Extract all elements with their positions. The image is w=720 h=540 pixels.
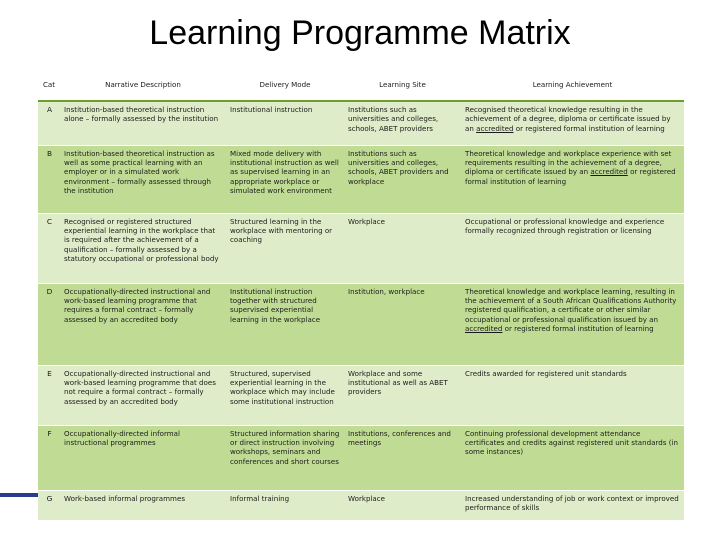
delivery-cell: Institutional instruction bbox=[226, 101, 344, 145]
header-row bbox=[38, 70, 684, 101]
site-cell: Institutions such as universities and colleges, schools, ABET providers and workplace bbox=[344, 145, 461, 213]
accredited-link: accredited bbox=[465, 323, 503, 333]
site-cell: Workplace and some institutional as well as ABET providers bbox=[344, 365, 461, 425]
learning-matrix-table bbox=[38, 70, 684, 521]
cat-cell: G bbox=[38, 490, 60, 520]
narrative-cell: Recognised or registered structured experiential learning in the workplace that is required after the achievement of a qualification – formally assessed by a statutory occupational or professional body bbox=[60, 213, 226, 283]
cat-cell: B bbox=[38, 145, 60, 213]
cat-cell: D bbox=[38, 283, 60, 365]
site-cell: Institutions such as universities and colleges, schools, ABET providers bbox=[344, 101, 461, 145]
accredited-link: accredited bbox=[590, 167, 628, 177]
achievement-cell: Recognised theoretical knowledge resulting in the achievement of a degree, diploma or certificate issued by an accredited or registered formal institution of learning bbox=[461, 101, 684, 145]
achievement-cell: Increased understanding of job or work context or improved performance of skills bbox=[461, 490, 684, 520]
narrative-cell: Occupationally-directed informal instructional programmes bbox=[60, 425, 226, 490]
header-achievement: Learning Achievement bbox=[461, 70, 684, 101]
table-row bbox=[38, 490, 684, 520]
side-accent-bar bbox=[0, 493, 38, 497]
narrative-cell: Institution-based theoretical instruction as well as some practical learning with an employer or in a simulated work environment – formally assessed through the institution bbox=[60, 145, 226, 213]
page-title: Learning Programme Matrix bbox=[149, 14, 571, 52]
header-cat: Cat bbox=[38, 70, 60, 101]
cat-cell: E bbox=[38, 365, 60, 425]
delivery-cell: Mixed mode delivery with institutional instruction as well as supervised learning in an appropriate workplace or simulated work environment bbox=[226, 145, 344, 213]
delivery-cell: Structured, supervised experiential learning in the workplace which may include some institutional instruction bbox=[226, 365, 344, 425]
delivery-cell: Structured information sharing or direct instruction involving workshops, seminars and conferences and short courses bbox=[226, 425, 344, 490]
narrative-cell: Occupationally-directed instructional and work-based learning programme that requires a formal contract – formally assessed by an accredited body bbox=[60, 283, 226, 365]
table-row bbox=[38, 213, 684, 283]
accredited-link: accredited bbox=[476, 123, 514, 133]
site-cell: Institution, workplace bbox=[344, 283, 461, 365]
header-narrative: Narrative Description bbox=[60, 70, 226, 101]
achievement-cell: Credits awarded for registered unit standards bbox=[461, 365, 684, 425]
cat-cell: A bbox=[38, 101, 60, 145]
narrative-cell: Work-based informal programmes bbox=[60, 490, 226, 520]
achievement-cell: Occupational or professional knowledge and experience formally recognized through registration or licensing bbox=[461, 213, 684, 283]
narrative-cell: Occupationally-directed instructional and work-based learning programme that does not require a formal contract – formally assessed by an accredited body bbox=[60, 365, 226, 425]
table-row bbox=[38, 365, 684, 425]
delivery-cell: Structured learning in the workplace with mentoring or coaching bbox=[226, 213, 344, 283]
header-delivery: Delivery Mode bbox=[226, 70, 344, 101]
table-row bbox=[38, 425, 684, 490]
table-row bbox=[38, 101, 684, 145]
delivery-cell: Informal training bbox=[226, 490, 344, 520]
achievement-cell: Theoretical knowledge and workplace learning, resulting in the achievement of a South African Qualifications Authority registered qualification, a certificate or other similar occupational or professional qualification issued by an accredited or registered formal institution of learning bbox=[461, 283, 684, 365]
cat-cell: F bbox=[38, 425, 60, 490]
achievement-cell: Continuing professional development attendance certificates and credits against registered unit standards (in some instances) bbox=[461, 425, 684, 490]
cat-cell: C bbox=[38, 213, 60, 283]
table-row bbox=[38, 283, 684, 365]
delivery-cell: Institutional instruction together with structured supervised experiential learning in the workplace bbox=[226, 283, 344, 365]
site-cell: Workplace bbox=[344, 213, 461, 283]
header-site: Learning Site bbox=[344, 70, 461, 101]
site-cell: Institutions, conferences and meetings bbox=[344, 425, 461, 490]
achievement-cell: Theoretical knowledge and workplace experience with set requirements resulting in the achievement of a degree, diploma or certificate issued by an accredited or registered formal institution of learning bbox=[461, 145, 684, 213]
narrative-cell: Institution-based theoretical instruction alone – formally assessed by the institution bbox=[60, 101, 226, 145]
site-cell: Workplace bbox=[344, 490, 461, 520]
table-row bbox=[38, 145, 684, 213]
